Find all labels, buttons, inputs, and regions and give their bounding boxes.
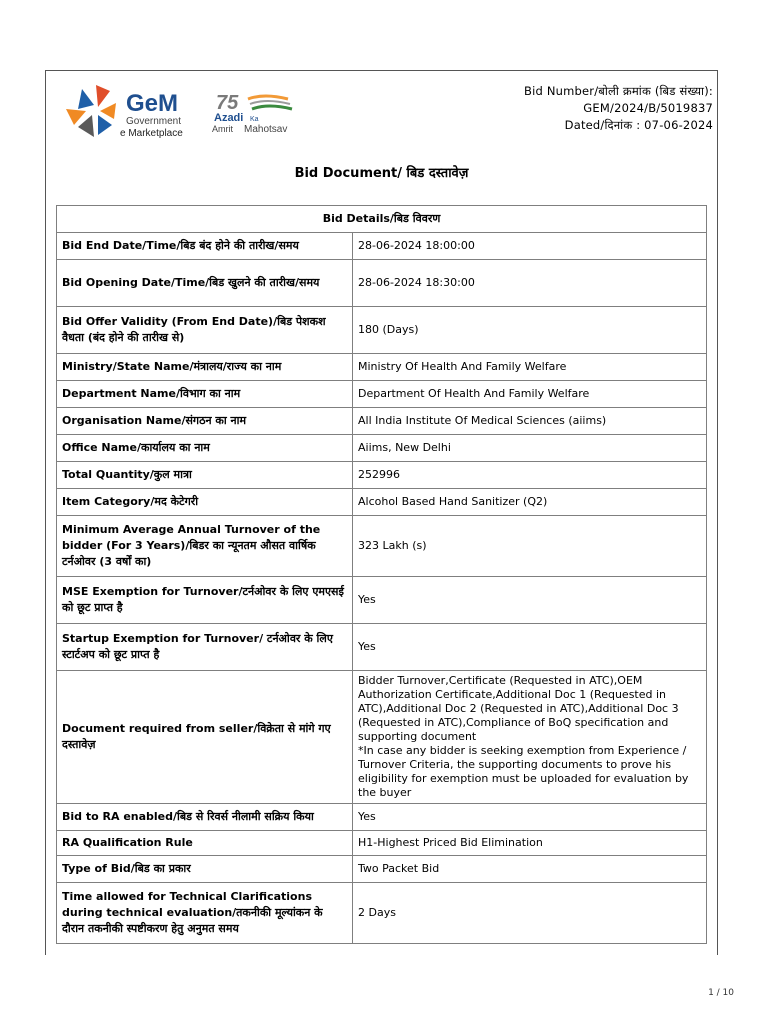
gem-logo-name: GeM — [126, 90, 179, 117]
table-row — [57, 804, 707, 831]
bid-date: Dated/दिनांक : 07-06-2024 — [564, 118, 713, 132]
row-label: RA Qualification Rule — [57, 831, 353, 856]
table-row — [57, 233, 707, 260]
azadi-line2b: Mahotsav — [244, 124, 288, 135]
table-row — [57, 883, 707, 944]
row-value: Alcohol Based Hand Sanitizer (Q2) — [353, 489, 707, 516]
table-row — [57, 307, 707, 354]
row-label: Bid End Date/Time/बिड बंद होने की तारीख/समय — [57, 233, 353, 260]
azadi-line1: Azadi — [214, 112, 244, 124]
row-label: Type of Bid/बिड का प्रकार — [57, 856, 353, 883]
row-value: 180 (Days) — [353, 307, 707, 354]
row-value: Yes — [353, 624, 707, 671]
row-label: Bid Offer Validity (From End Date)/बिड पेशकश वैधता (बंद होने की तारीख से) — [57, 307, 353, 354]
row-value: H1-Highest Priced Bid Elimination — [353, 831, 707, 856]
row-value-note: *In case any bidder is seeking exemption from Experience / Turnover Criteria, the supporting documents to prove his eligibility for exemption must be uploaded for evaluation by the buyer — [358, 744, 689, 799]
row-value: All India Institute Of Medical Sciences (aiims) — [353, 408, 707, 435]
row-value — [353, 671, 707, 804]
azadi-numeral: 75 — [216, 92, 239, 114]
table-row — [57, 856, 707, 883]
bid-number-label: Bid Number/बोली क्रमांक (बिड संख्या): — [523, 84, 713, 98]
row-label: Time allowed for Technical Clarifications during technical evaluation/तकनीकी मूल्यांकन के दौरान तकनीकी स्पष्टीकरण हेतु अनुमत समय — [57, 883, 353, 944]
table-row — [57, 354, 707, 381]
table-row — [57, 260, 707, 307]
row-label: Document required from seller/विक्रेता से मांगे गए दस्तावेज़ — [57, 671, 353, 804]
row-value-main: Bidder Turnover,Certificate (Requested in ATC),OEM Authorization Certificate,Additional Doc 1 (Requested in ATC),Additional Doc 2 (Requested in ATC),Additional Doc 3 (Requested in ATC),Compliance of BoQ specification and supporting document — [358, 674, 679, 743]
azadi-line2a: Amrit — [212, 124, 233, 134]
row-label: Organisation Name/संगठन का नाम — [57, 408, 353, 435]
azadi-ka: Ka — [250, 116, 259, 123]
table-heading: Bid Details/बिड विवरण — [57, 206, 707, 233]
row-value: 323 Lakh (s) — [353, 516, 707, 577]
row-value: Ministry Of Health And Family Welfare — [353, 354, 707, 381]
table-row — [57, 671, 707, 804]
table-row — [57, 831, 707, 856]
row-label: Department Name/विभाग का नाम — [57, 381, 353, 408]
row-label: Ministry/State Name/मंत्रालय/राज्य का नाम — [57, 354, 353, 381]
bid-number: GEM/2024/B/5019837 — [583, 101, 713, 115]
row-label: Item Category/मद केटेगरी — [57, 489, 353, 516]
bid-info — [524, 83, 713, 134]
document-title: Bid Document/ बिड दस्तावेज़ — [294, 166, 469, 181]
table-row — [57, 408, 707, 435]
table-row — [57, 577, 707, 624]
bid-details-table — [56, 205, 707, 944]
table-row — [57, 624, 707, 671]
row-label: Total Quantity/कुल मात्रा — [57, 462, 353, 489]
row-label: MSE Exemption for Turnover/टर्नओवर के लिए एमएसई को छूट प्राप्त है — [57, 577, 353, 624]
row-value: Yes — [353, 804, 707, 831]
azadi-logo — [212, 91, 320, 135]
row-label: Startup Exemption for Turnover/ टर्नओवर के लिए स्टार्टअप को छूट प्राप्त है — [57, 624, 353, 671]
row-value: 28-06-2024 18:00:00 — [353, 233, 707, 260]
gem-logo-line1: Government — [126, 116, 182, 127]
row-value: Aiims, New Delhi — [353, 435, 707, 462]
row-label: Office Name/कार्यालय का नाम — [57, 435, 353, 462]
table-row — [57, 516, 707, 577]
table-row — [57, 435, 707, 462]
row-value: 28-06-2024 18:30:00 — [353, 260, 707, 307]
row-label: Minimum Average Annual Turnover of the bidder (For 3 Years)/बिडर का न्यूनतम औसत वार्षिक टर्नओवर (3 वर्षों का) — [57, 516, 353, 577]
row-value: Department Of Health And Family Welfare — [353, 381, 707, 408]
row-value: Yes — [353, 577, 707, 624]
table-row — [57, 381, 707, 408]
row-value: 252996 — [353, 462, 707, 489]
gem-logo — [64, 81, 204, 143]
row-value: Two Packet Bid — [353, 856, 707, 883]
table-row — [57, 489, 707, 516]
gem-logo-line2: e Marketplace — [120, 128, 183, 139]
row-label: Bid to RA enabled/बिड से रिवर्स नीलामी सक्रिय किया — [57, 804, 353, 831]
row-value: 2 Days — [353, 883, 707, 944]
document-page — [45, 70, 718, 971]
page-number: 1 / 10 — [708, 988, 734, 998]
row-label: Bid Opening Date/Time/बिड खुलने की तारीख/समय — [57, 260, 353, 307]
page-header — [46, 71, 717, 181]
table-row — [57, 462, 707, 489]
page-continuation — [45, 955, 718, 971]
